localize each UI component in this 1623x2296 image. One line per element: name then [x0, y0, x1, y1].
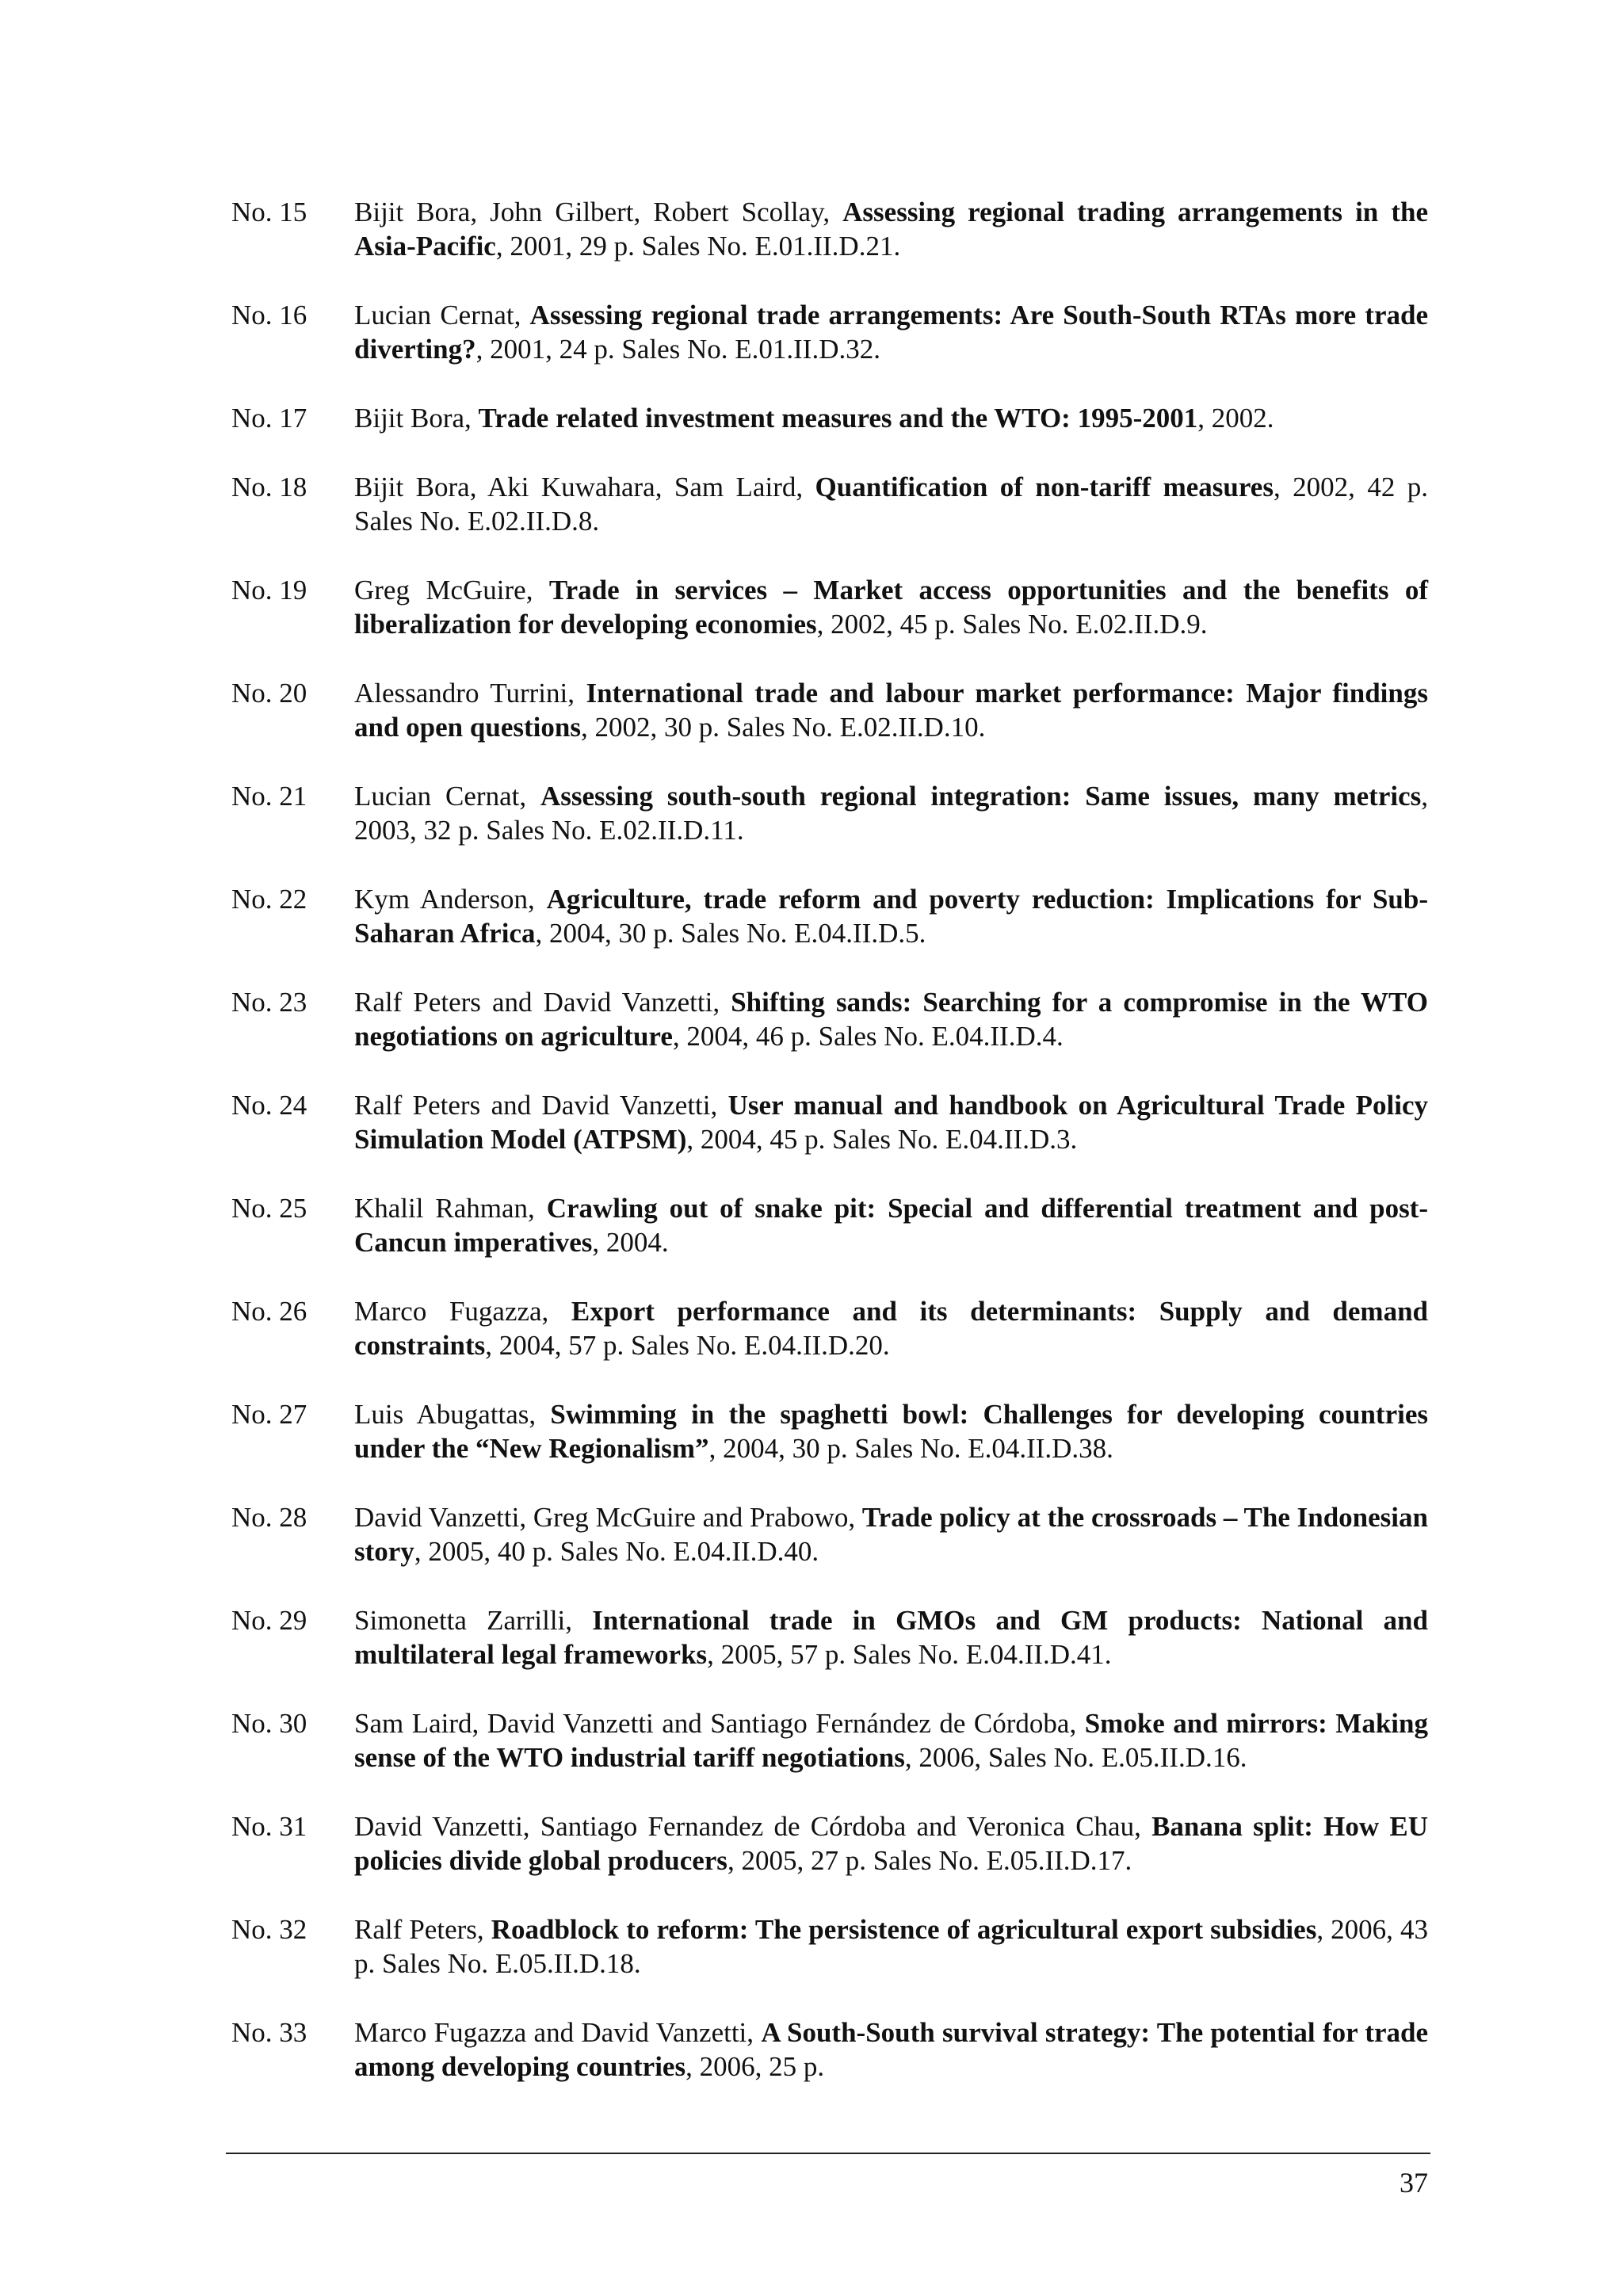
footer-divider — [226, 2153, 1430, 2154]
publication-entry — [231, 1191, 1428, 1259]
entry-citation — [354, 1088, 1428, 1156]
publication-entry — [231, 195, 1428, 263]
entry-number: No. 27 — [231, 1399, 307, 1430]
entry-title: User manual and handbook on Agricultural Trade Policy Simulation Model (ATPSM) — [354, 1090, 1428, 1155]
publication-entry — [231, 1809, 1428, 1878]
entry-details: , 2004, 46 p. Sales No. E.04.II.D.4. — [672, 1021, 1064, 1052]
entry-number: No. 31 — [231, 1811, 307, 1842]
entry-details: , 2006, 25 p. — [685, 2051, 825, 2082]
entry-authors: Khalil Rahman, — [354, 1193, 547, 1224]
entry-title: Banana split: How EU policies divide global producers — [354, 1811, 1428, 1876]
entry-details: , 2004, 45 p. Sales No. E.04.II.D.3. — [686, 1124, 1078, 1155]
publication-entry — [231, 470, 1428, 538]
entry-title: Swimming in the spaghetti bowl: Challenges for developing countries under the “New Regionalism” — [354, 1399, 1428, 1464]
publication-entry — [231, 401, 1428, 435]
entry-number: No. 21 — [231, 781, 307, 812]
entry-details: , 2001, 24 p. Sales No. E.01.II.D.32. — [475, 334, 880, 365]
entry-authors: Marco Fugazza, — [354, 1296, 571, 1327]
entry-details: , 2006, 43 p. Sales No. E.05.II.D.18. — [354, 1914, 1428, 1979]
entry-title: Assessing regional trading arrangements in the Asia-Pacific — [354, 197, 1428, 262]
entry-authors: David Vanzetti, Santiago Fernandez de Córdoba and Veronica Chau, — [354, 1811, 1152, 1842]
entry-title: Agriculture, trade reform and poverty reduction: Implications for Sub-Saharan Africa — [354, 884, 1428, 949]
entry-number: No. 16 — [231, 300, 307, 330]
entry-authors: Marco Fugazza and David Vanzetti, — [354, 2017, 762, 2048]
entry-details: , 2004, 30 p. Sales No. E.04.II.D.38. — [708, 1433, 1113, 1464]
entry-authors: Luis Abugattas, — [354, 1399, 551, 1430]
publication-entry — [231, 1397, 1428, 1465]
entry-details: , 2002, 30 p. Sales No. E.02.II.D.10. — [580, 712, 986, 743]
entry-title: Roadblock to reform: The persistence of agricultural export subsidies — [491, 1914, 1317, 1945]
entry-title: Trade in services – Market access opportunities and the benefits of liberalization for developing economies — [354, 575, 1428, 640]
entry-authors: Bijit Bora, — [354, 403, 479, 434]
entry-number: No. 15 — [231, 197, 307, 227]
publication-entry — [231, 1912, 1428, 1981]
entry-number: No. 17 — [231, 403, 307, 434]
entry-details: , 2004, 57 p. Sales No. E.04.II.D.20. — [485, 1330, 890, 1361]
entry-authors: Sam Laird, David Vanzetti and Santiago Fernández de Córdoba, — [354, 1708, 1085, 1739]
entry-authors: Lucian Cernat, — [354, 781, 540, 812]
publication-entry — [231, 2015, 1428, 2084]
entry-details: , 2002. — [1197, 403, 1274, 434]
entry-number: No. 33 — [231, 2017, 307, 2048]
entry-number: No. 28 — [231, 1502, 307, 1533]
entry-number: No. 20 — [231, 678, 307, 709]
entry-title: Assessing south-south regional integration: Same issues, many metrics — [540, 781, 1422, 812]
entry-citation — [354, 985, 1428, 1053]
entry-title: Crawling out of snake pit: Special and differential treatment and post-Cancun imperatives — [354, 1193, 1428, 1258]
entry-citation — [354, 1706, 1428, 1775]
entry-number: No. 29 — [231, 1605, 307, 1636]
entry-number: No. 32 — [231, 1914, 307, 1945]
publication-entry — [231, 1294, 1428, 1362]
entry-number: No. 18 — [231, 472, 307, 502]
entry-details: , 2003, 32 p. Sales No. E.02.II.D.11. — [354, 781, 1429, 846]
entry-authors: Lucian Cernat, — [354, 300, 530, 330]
entry-authors: Greg McGuire, — [354, 575, 549, 606]
entry-number: No. 22 — [231, 884, 307, 915]
entry-details: , 2005, 27 p. Sales No. E.05.II.D.17. — [727, 1845, 1132, 1876]
publication-entry — [231, 1088, 1428, 1156]
entry-number: No. 19 — [231, 575, 307, 606]
entry-details: , 2004, 30 p. Sales No. E.04.II.D.5. — [535, 918, 926, 949]
entry-number: No. 23 — [231, 987, 307, 1018]
page-number: 37 — [1400, 2167, 1428, 2199]
entry-title: Trade related investment measures and the WTO: 1995-2001 — [478, 403, 1198, 434]
entry-authors: Bijit Bora, John Gilbert, Robert Scollay, — [354, 197, 843, 227]
entry-details: , 2006, Sales No. E.05.II.D.16. — [904, 1742, 1247, 1773]
entry-citation — [354, 195, 1428, 263]
entry-number: No. 26 — [231, 1296, 307, 1327]
entry-details: , 2005, 57 p. Sales No. E.04.II.D.41. — [707, 1639, 1112, 1670]
entry-citation — [354, 573, 1428, 641]
entry-title: Assessing regional trade arrangements: Are South-South RTAs more trade diverting? — [354, 300, 1428, 365]
entry-authors: David Vanzetti, Greg McGuire and Prabowo, — [354, 1502, 862, 1533]
publication-entry — [231, 573, 1428, 641]
entry-citation — [354, 1500, 1428, 1568]
publication-entry — [231, 985, 1428, 1053]
entry-authors: Simonetta Zarrilli, — [354, 1605, 593, 1636]
entry-details: , 2004. — [592, 1227, 669, 1258]
entry-citation — [354, 882, 1428, 950]
entry-citation — [354, 298, 1428, 366]
entry-details: , 2005, 40 p. Sales No. E.04.II.D.40. — [414, 1536, 819, 1567]
entry-citation — [354, 1294, 1428, 1362]
entry-title: Export performance and its determinants: Supply and demand constraints — [354, 1296, 1428, 1361]
entry-citation — [354, 470, 1428, 538]
entry-number: No. 25 — [231, 1193, 307, 1224]
entry-citation — [354, 676, 1428, 744]
entry-citation — [354, 1809, 1428, 1878]
entry-title: A South-South survival strategy: The potential for trade among developing countries — [354, 2017, 1428, 2082]
entry-title: International trade in GMOs and GM products: National and multilateral legal frameworks — [354, 1605, 1428, 1670]
entry-citation — [354, 2015, 1428, 2084]
entry-details: , 2002, 42 p. Sales No. E.02.II.D.8. — [354, 472, 1429, 537]
entry-authors: Ralf Peters and David Vanzetti, — [354, 987, 731, 1018]
publication-list — [231, 195, 1428, 2118]
entry-title: Quantification of non-tariff measures — [815, 472, 1274, 502]
publication-entry — [231, 298, 1428, 366]
publication-entry — [231, 1706, 1428, 1775]
entry-citation — [354, 779, 1428, 847]
entry-citation — [354, 1397, 1428, 1465]
entry-citation — [354, 1912, 1428, 1981]
entry-title: Trade policy at the crossroads – The Indonesian story — [354, 1502, 1428, 1567]
publication-entry — [231, 676, 1428, 744]
entry-authors: Alessandro Turrini, — [354, 678, 586, 709]
entry-title: International trade and labour market performance: Major findings and open questions — [354, 678, 1428, 743]
entry-title: Smoke and mirrors: Making sense of the WTO industrial tariff negotiations — [354, 1708, 1428, 1773]
entry-citation — [354, 1191, 1428, 1259]
publication-entry — [231, 1603, 1428, 1671]
entry-citation — [354, 1603, 1428, 1671]
entry-citation — [354, 401, 1428, 435]
publication-entry — [231, 1500, 1428, 1568]
entry-number: No. 30 — [231, 1708, 307, 1739]
entry-authors: Ralf Peters and David Vanzetti, — [354, 1090, 728, 1121]
entry-authors: Bijit Bora, Aki Kuwahara, Sam Laird, — [354, 472, 815, 502]
entry-authors: Ralf Peters, — [354, 1914, 491, 1945]
entry-authors: Kym Anderson, — [354, 884, 547, 915]
publication-entry — [231, 779, 1428, 847]
entry-title: Shifting sands: Searching for a compromise in the WTO negotiations on agriculture — [354, 987, 1428, 1052]
entry-details: , 2001, 29 p. Sales No. E.01.II.D.21. — [495, 231, 901, 262]
publication-entry — [231, 882, 1428, 950]
entry-details: , 2002, 45 p. Sales No. E.02.II.D.9. — [816, 609, 1208, 640]
entry-number: No. 24 — [231, 1090, 307, 1121]
